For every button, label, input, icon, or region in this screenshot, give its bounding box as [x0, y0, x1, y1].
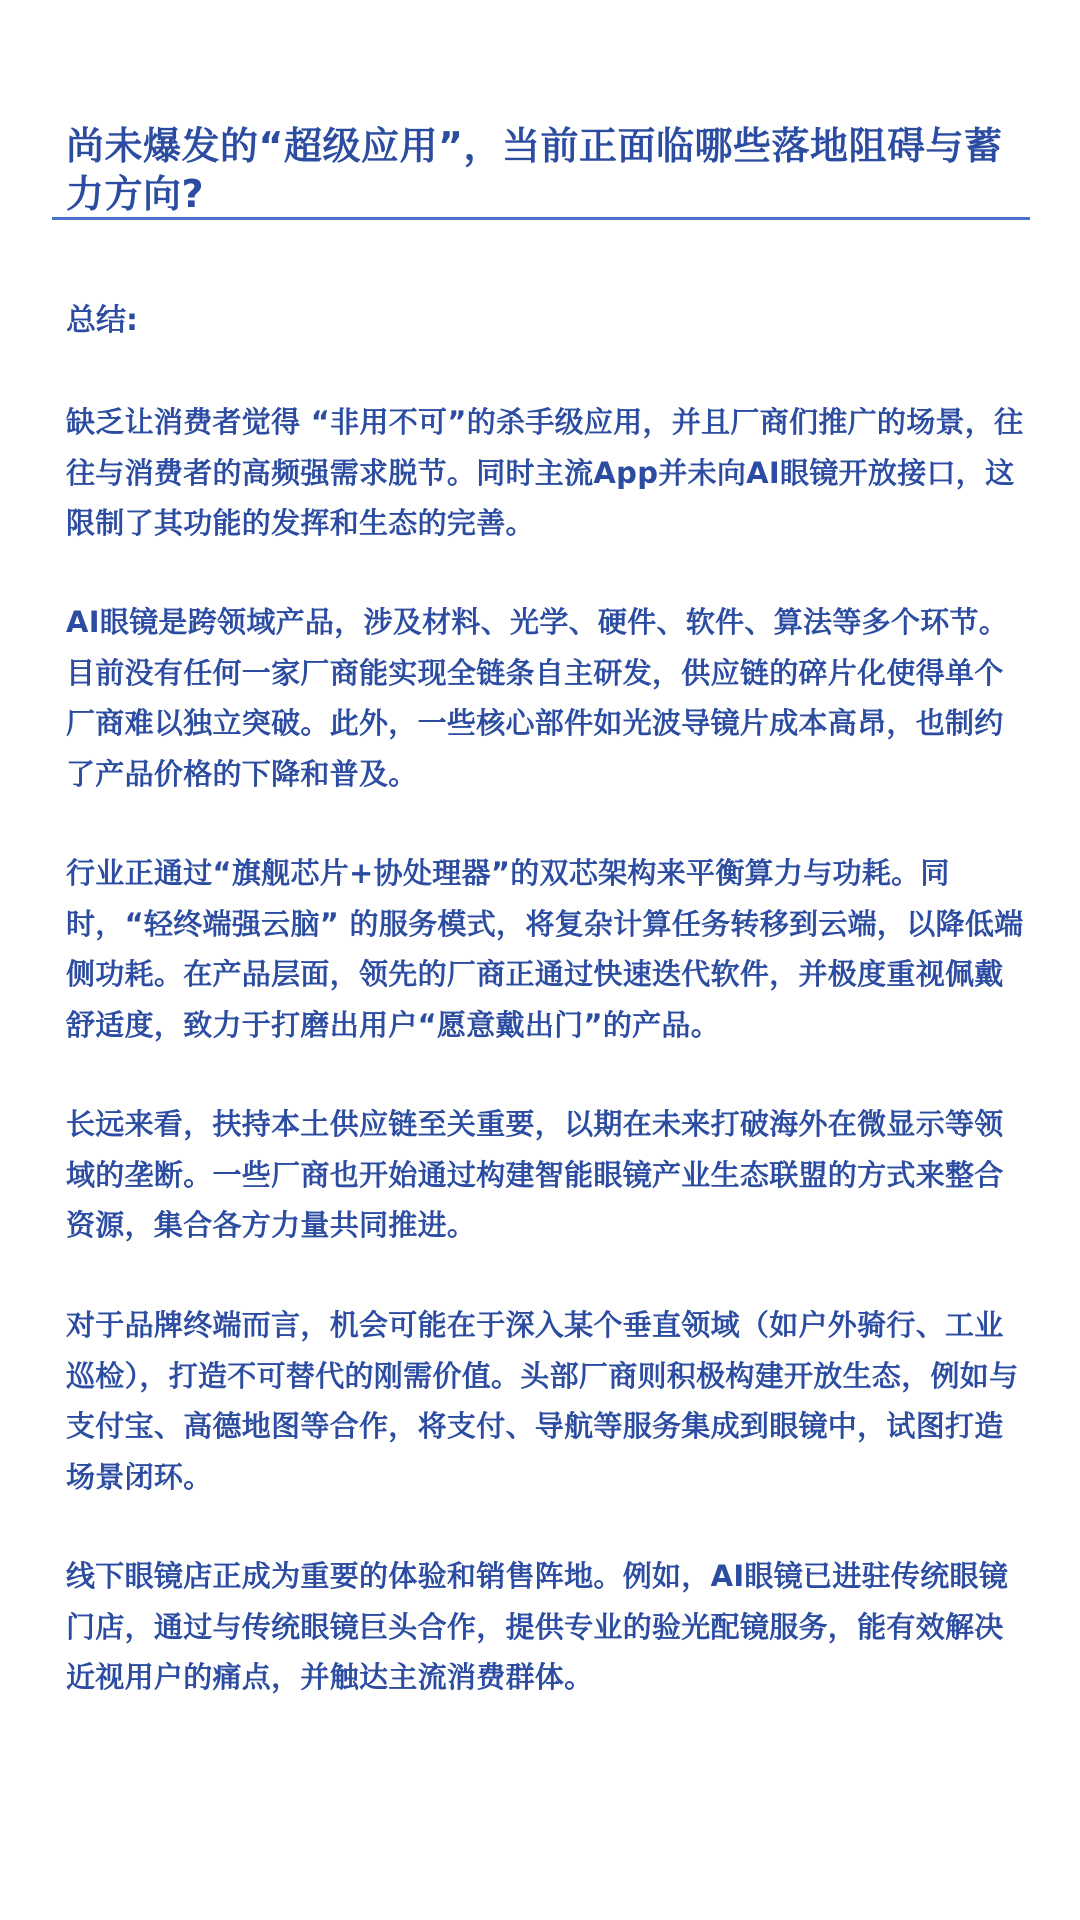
- paragraph-vertical-domain: 对于品牌终端而言，机会可能在于深入某个垂直领域（如户外骑行、工业巡检），打造不可替代的刚需价值。头部厂商则积极构建开放生态，例如与支付宝、高德地图等合作，将支付、导航等服务集成到眼镜中，试图打造场景闭环。: [66, 1308, 1019, 1494]
- paragraph-killer-app: 缺乏让消费者觉得 “非用不可”的杀手级应用，并且厂商们推广的场景，往往与消费者的高频强需求脱节。同时主流App并未向AI眼镜开放接口，这限制了其功能的发挥和生态的完善。: [66, 405, 1024, 540]
- summary-label: 总结:: [66, 303, 138, 338]
- title-divider: [52, 217, 1030, 220]
- page-title: 尚未爆发的“超级应用”，当前正面临哪些落地阻碍与蓄力方向?: [66, 124, 1003, 216]
- paragraph-dual-chip: 行业正通过“旗舰芯片+协处理器”的双芯架构来平衡算力与功耗。同时，“轻终端强云脑” 的服务模式，将复杂计算任务转移到云端，以降低端侧功耗。在产品层面，领先的厂商正通过快速迭代软件，并极度重视佩戴舒适度，致力于打磨出用户“愿意戴出门”的产品。: [66, 856, 1024, 1042]
- paragraph-supply-chain: AI眼镜是跨领域产品，涉及材料、光学、硬件、软件、算法等多个环节。目前没有任何一家厂商能实现全链条自主研发，供应链的碎片化使得单个厂商难以独立突破。此外，一些核心部件如光波导镜片成本高昂，也制约了产品价格的下降和普及。: [66, 605, 1009, 791]
- paragraph-offline-stores: 线下眼镜店正成为重要的体验和销售阵地。例如，AI眼镜已进驻传统眼镜门店，通过与传统眼镜巨头合作，提供专业的验光配镜服务，能有效解决近视用户的痛点，并触达主流消费群体。: [66, 1559, 1009, 1694]
- paragraph-local-supply: 长远来看，扶持本土供应链至关重要，以期在未来打破海外在微显示等领域的垄断。一些厂商也开始通过构建智能眼镜产业生态联盟的方式来整合资源，集合各方力量共同推进。: [66, 1107, 1004, 1242]
